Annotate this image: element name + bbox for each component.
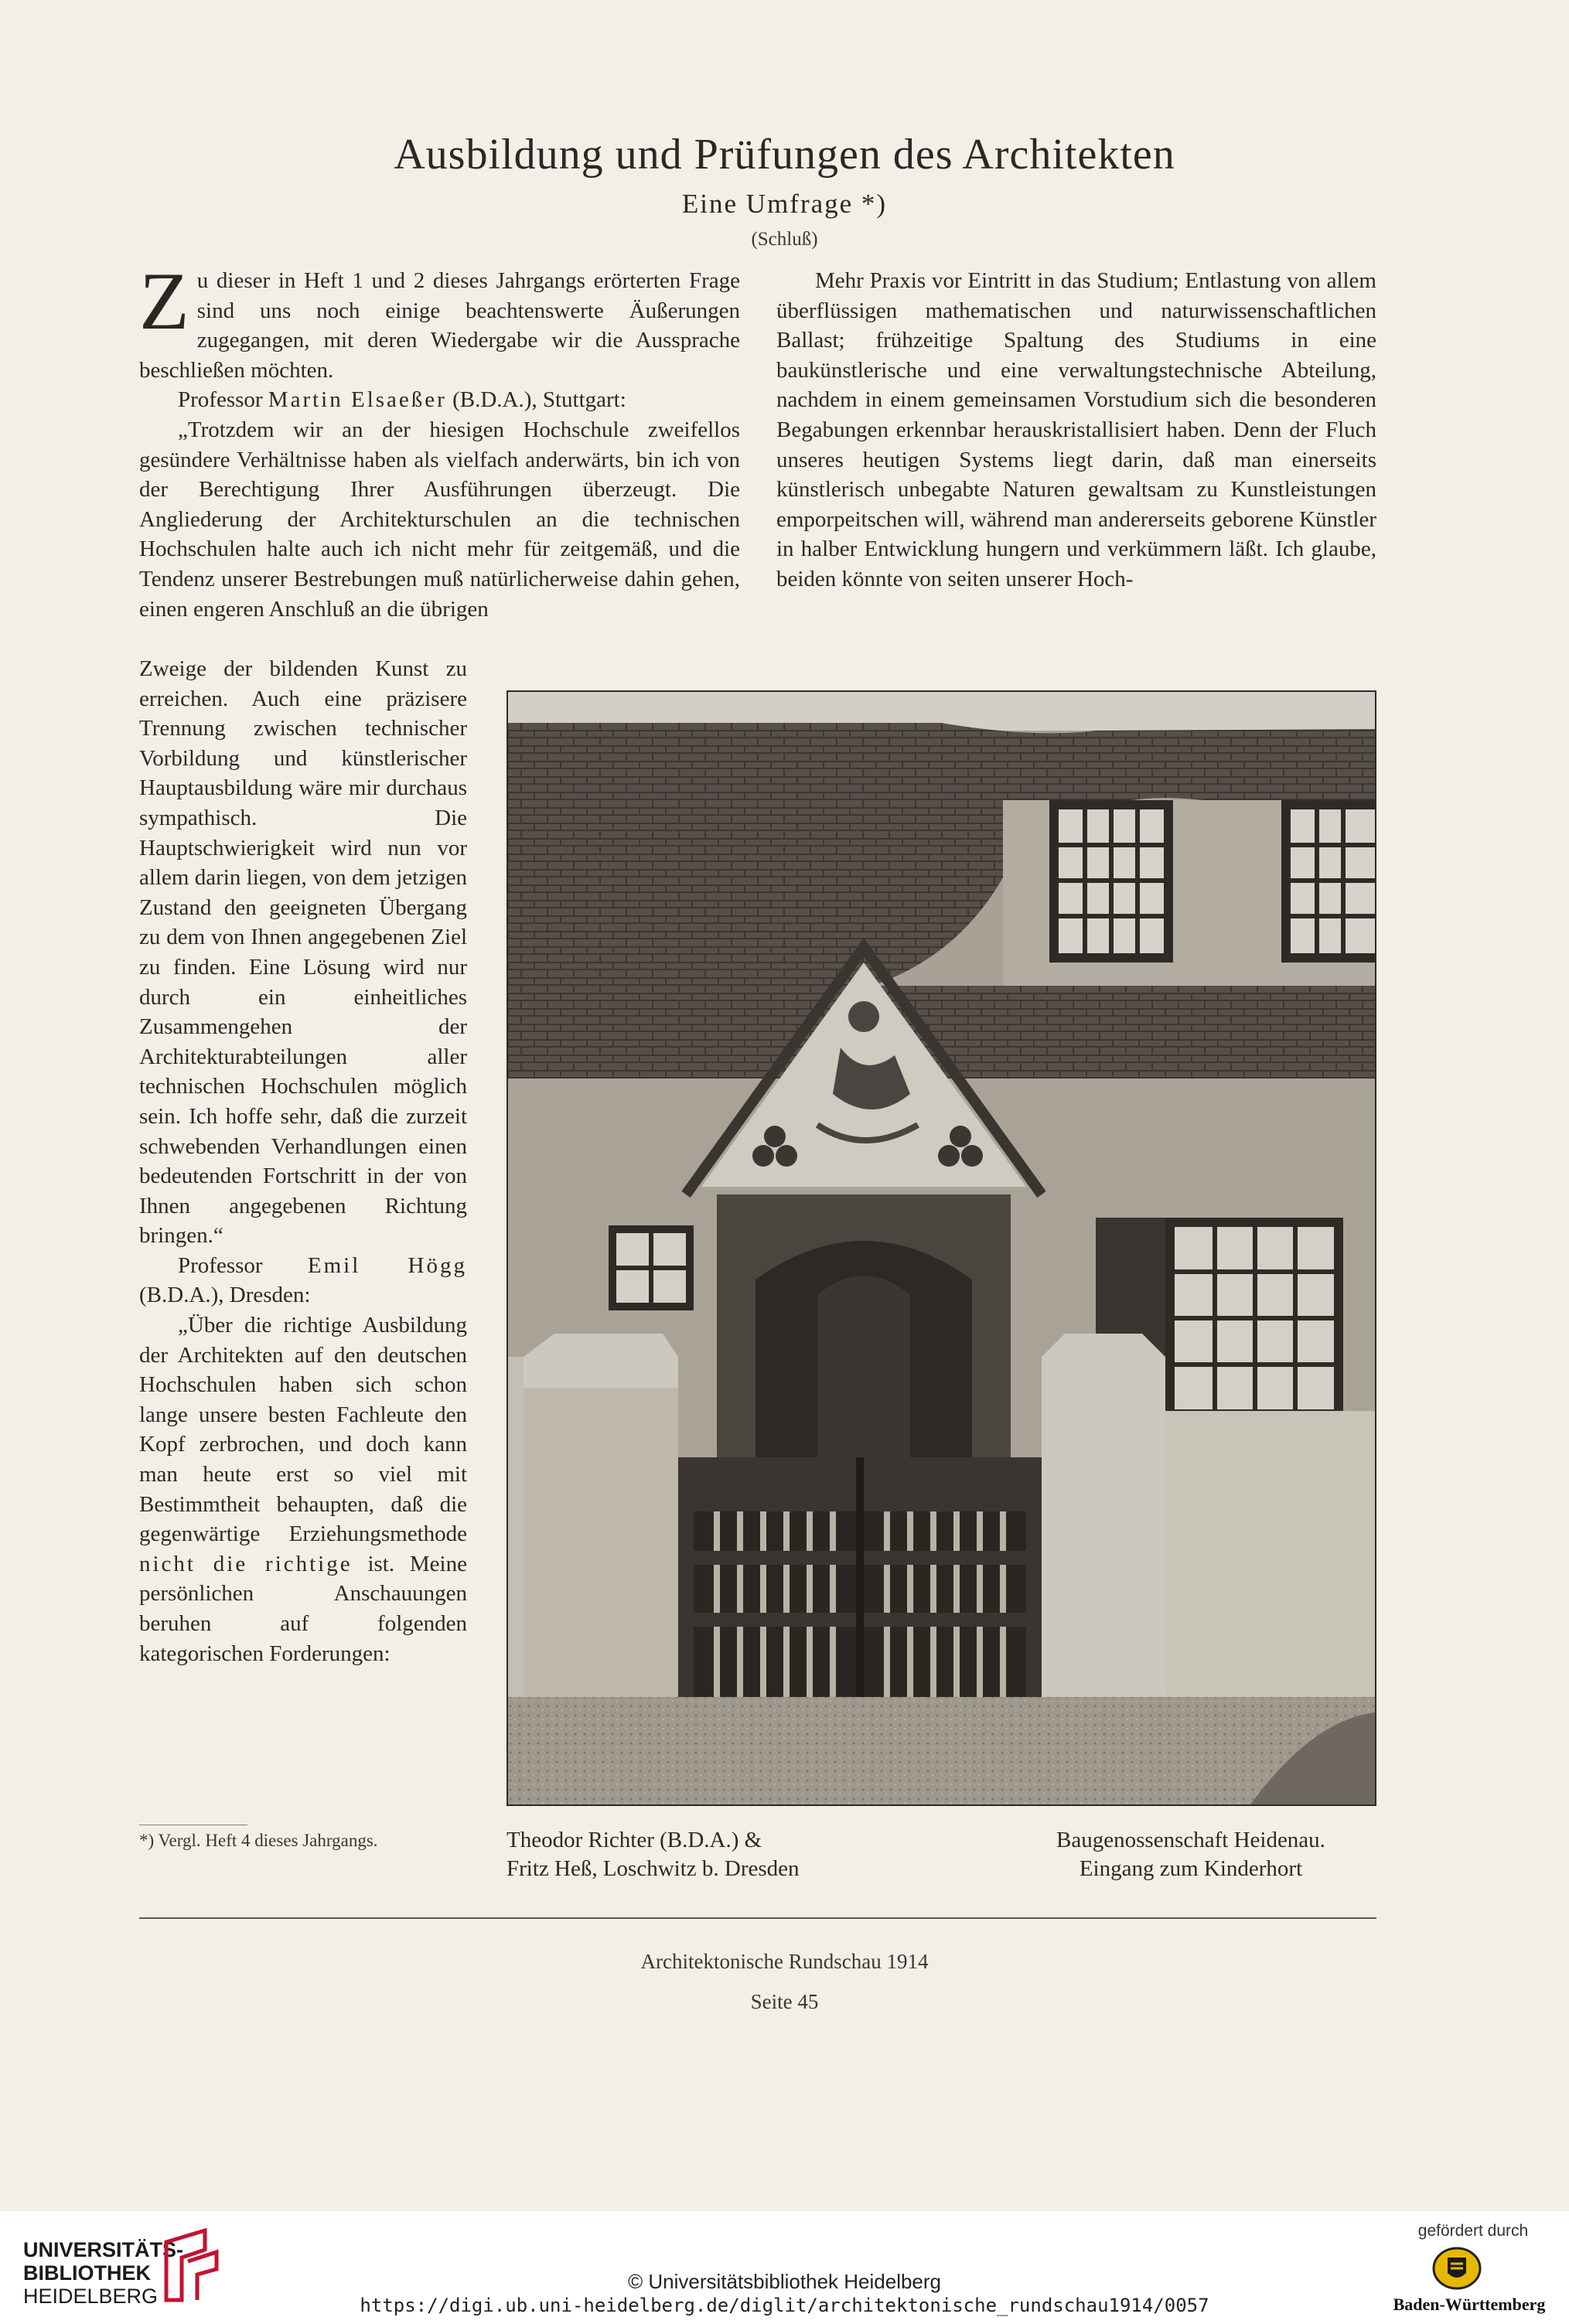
funded-by-label: gefördert durch	[1417, 2222, 1529, 2240]
speaker-1-title: Professor	[178, 387, 263, 413]
wooden-gate	[678, 1457, 1042, 1712]
speaker-2-name: Emil Högg	[307, 1252, 467, 1278]
speaker-1-name: Martin Elsaeßer	[268, 387, 447, 413]
speaker-1-text-narrow: Zweige der bildenden Kunst zu erreichen. Auch eine präzisere Trennung zwischen technischer Vorbildung und künstlerischer Hauptausbildung wäre mir durchaus sympathisch. Die Hauptschwierigkeit wird nun vor allem darin liegen, von dem jetzigen Zustand den geeigneten Übergang zu dem von Ihnen angegebenen Ziel zu finden. Eine Lösung wird nur durch ein einheitliches Zusammengehen der Architekturabteilungen aller technischen Hochschulen möglich sein. Ich hoffe sehr, daß die zurzeit schwebenden Verhandlungen einen bedeutenden Fortschritt in der von Ihnen angegebenen Richtung bringen.“	[139, 656, 467, 1249]
left-column-top	[139, 256, 740, 624]
funder-name: Baden-Württemberg	[1393, 2295, 1546, 2314]
caption-left	[507, 1826, 909, 1883]
speaker-1-text-wide: „Trotzdem wir an der hiesigen Hochschule zweifellos gesündere Verhältnisse haben als vielfach anderwärts, bin ich von der Berechtigung Ihrer Ausführungen überzeugt. Die Angliederung der Architekturschulen an die technischen Hochschulen halte auch ich nicht mehr für zeitgemäß, und die Tendenz unserer Bestrebungen muß natürlicherweise dahin gehen, einen engeren Anschluß an die übrigen	[139, 417, 740, 622]
right-column-text: Mehr Praxis vor Eintritt in das Studium; Entlastung von allem überflüssigen mathematischen und naturwissenschaftlichen Ballast; frühzeitige Spaltung des Studiums in eine baukünstlerische und eine verwaltungstechnische Abteilung, nachdem in einem gemeinsamen Vorstudium sich die besonderen Begabungen erkennbar herauskristallisiert haben. Denn der Fluch unseres heutigen Systems liegt darin, daß man einerseits künstlerisch unbegabte Naturen gewaltsam zu Kunstleistungen emporpeitschen will, während man andererseits geborene Künstler in halber Entwicklung hungern und verkümmern läßt. Ich glaube, beiden könnte von seiten unserer Hoch-	[776, 268, 1376, 591]
speaker-2-text-b: ist. Meine persönlichen Anschauungen beruhen auf folgenden kategorischen Forderungen:	[139, 1551, 467, 1666]
caption-architects-location: Fritz Heß, Loschwitz b. Dresden	[507, 1856, 800, 1881]
caption-right	[1005, 1826, 1376, 1883]
footer-rule	[139, 1917, 1376, 1919]
page-number: Seite 45	[750, 1990, 819, 2013]
upper-window-right	[1281, 800, 1375, 963]
caption-description: Eingang zum Kinderhort	[1079, 1856, 1303, 1881]
logo-line-3: HEIDELBERG	[23, 2285, 159, 2308]
article-title: Ausbildung und Prüfungen des Architekten	[394, 131, 1175, 179]
house-entrance-photo	[507, 690, 1376, 1806]
left-column-narrow	[139, 654, 467, 1668]
photo-illustration	[508, 692, 1375, 1804]
journal-name: Architektonische Rundschau 1914	[640, 1950, 929, 1973]
speaker-1-affiliation: (B.D.A.), Stuttgart:	[452, 387, 626, 413]
upper-window-left	[1049, 800, 1173, 963]
baden-wuerttemberg-seal-icon	[1432, 2244, 1482, 2293]
caption-architects: Theodor Richter (B.D.A.) &	[507, 1828, 762, 1852]
speaker-2-title: Professor	[178, 1252, 263, 1278]
caption-project: Baugenossenschaft Heidenau.	[1056, 1828, 1325, 1852]
speaker-2-heading	[139, 1251, 467, 1310]
footnote: *) Vergl. Heft 4 dieses Jahrgangs.	[139, 1831, 378, 1850]
document-url[interactable]: https://digi.ub.uni-heidelberg.de/diglit/architektonische_rundschau1914/0057	[360, 2295, 1209, 2316]
right-column-top	[776, 266, 1376, 595]
article-subtitle: Eine Umfrage *)	[681, 189, 888, 219]
speaker-2-affiliation: (B.D.A.), Dresden:	[139, 1283, 311, 1308]
drop-cap: Z	[139, 256, 189, 346]
intro-text: u dieser in Heft 1 und 2 dieses Jahrgangs erörterten Frage sind uns noch einige beachtenswerte Äußerungen zugegangen, mit deren Wiedergabe wir die Aussprache beschließen möchten.	[139, 268, 740, 383]
lower-window-left	[609, 1225, 694, 1310]
speaker-2-text	[139, 1310, 467, 1668]
intro-paragraph	[139, 256, 740, 385]
logo-line-2: BIBLIOTHEK	[23, 2261, 151, 2285]
speaker-2-emphasis: nicht die richtige	[139, 1551, 353, 1576]
copyright-notice: © Universitätsbibliothek Heidelberg	[627, 2270, 942, 2293]
logo-line-1: UNIVERSITÄTS-	[23, 2238, 184, 2261]
speaker-1-heading	[139, 385, 740, 415]
speaker-2-text-a: „Über die richtige Ausbildung der Architekten auf den deutschen Hochschulen haben sich schon lange unsere besten Fachleute den Kopf zerbrochen, und doch kann man heute erst so viel mit Bestimmtheit behaupten, daß die gegenwärtige Erziehungsmethode	[139, 1313, 467, 1547]
continuation-note: (Schluß)	[751, 229, 818, 250]
